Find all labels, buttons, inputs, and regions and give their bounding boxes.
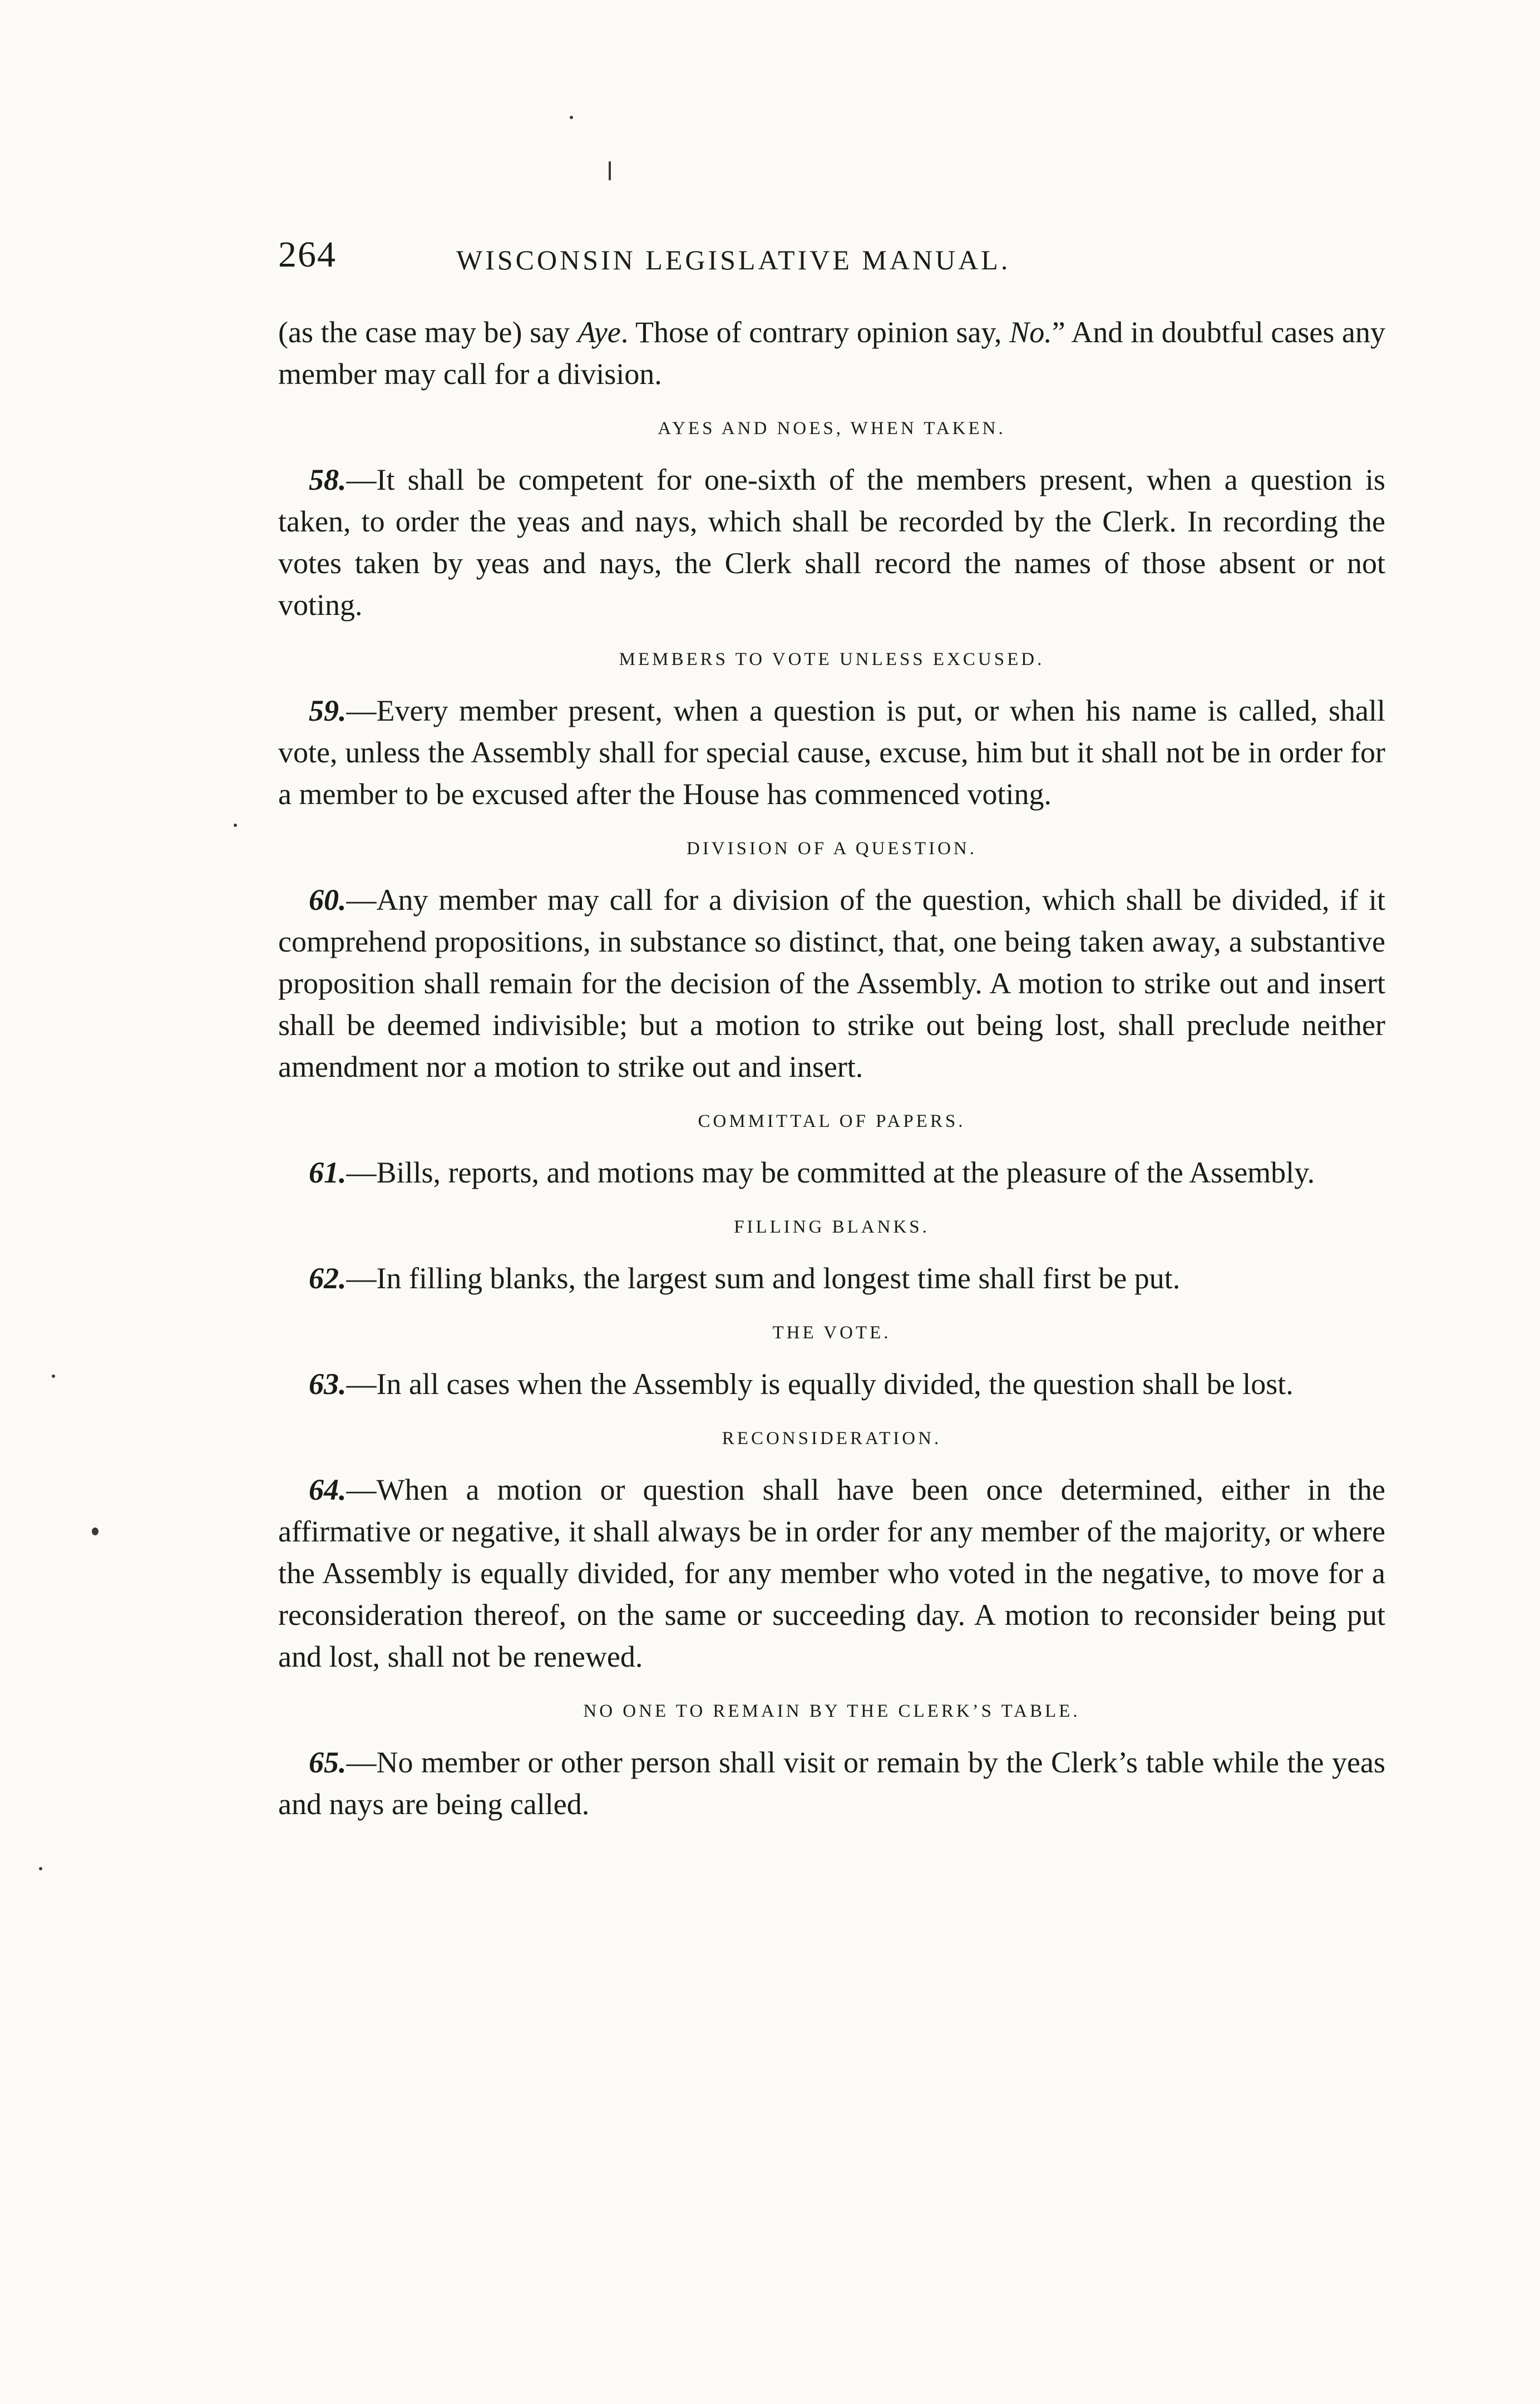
rule-paragraph	[278, 1363, 1385, 1405]
rule-paragraph	[278, 1258, 1385, 1299]
scan-speck	[39, 1867, 42, 1870]
section-heading: DIVISION OF A QUESTION.	[686, 839, 977, 859]
rule-text: —In all cases when the Assembly is equally divided, the question shall be lost.	[346, 1367, 1294, 1401]
rule-text: —Every member present, when a question is put, or when his name is called, shall vote, unless the Assembly shall for special cause, excuse, him but it shall not be in order for a member to be excused after the House has commenced voting.	[278, 694, 1385, 811]
rule-number: 64.	[309, 1473, 347, 1506]
rule-text: —Any member may call for a division of the question, which shall be divided, if it comprehend propositions, in substance so distinct, that, one being taken away, a substantive proposition shall remain for the decision of the Assembly. A motion to strike out and insert shall be deemed indivisible; but a motion to strike out being lost, shall preclude neither amendment nor a motion to strike out and insert.	[278, 883, 1385, 1083]
rule-number: 58.	[309, 463, 347, 496]
rule-paragraph	[278, 1742, 1385, 1825]
opening-paragraph	[278, 312, 1385, 395]
running-head	[278, 234, 1385, 295]
section-heading: AYES AND NOES, WHEN TAKEN.	[658, 418, 1006, 439]
opening-text-middle: . Those of contrary opinion say,	[620, 316, 1010, 349]
scan-speck	[234, 824, 237, 827]
scan-speck	[52, 1375, 55, 1378]
document-page	[278, 234, 1385, 1825]
rule-paragraph	[278, 1469, 1385, 1678]
rule-paragraph	[278, 690, 1385, 815]
rule-text: —No member or other person shall visit or remain by the Clerk’s table while the yeas and nays are being called.	[278, 1746, 1385, 1821]
opening-aye: Aye	[577, 316, 621, 349]
section-heading: NO ONE TO REMAIN BY THE CLERK’S TABLE.	[583, 1701, 1080, 1721]
rule-paragraph	[278, 879, 1385, 1088]
rule-number: 59.	[309, 694, 347, 727]
section-heading: THE VOTE.	[772, 1323, 891, 1343]
scan-speck	[92, 1528, 98, 1535]
rule-paragraph	[278, 1152, 1385, 1194]
opening-text-after: ” And in doubtful cases any member may call for a division.	[278, 316, 1385, 391]
rule-text: —When a motion or question shall have been once determined, either in the affirmative or negative, it shall always be in order for any member of the majority, or where the Assembly is equally divided, for any member who voted in the negative, to move for a reconsideration thereof, on the same or succeeding day. A motion to reconsider being put and lost, shall not be renewed.	[278, 1473, 1385, 1673]
section-heading: MEMBERS TO VOTE UNLESS EXCUSED.	[619, 649, 1045, 669]
rule-text: —In filling blanks, the largest sum and longest time shall first be put.	[346, 1262, 1181, 1295]
rule-paragraph	[278, 459, 1385, 626]
rule-text: —It shall be competent for one-sixth of the members present, when a question is taken, to order the yeas and nays, which shall be recorded by the Clerk. In recording the votes taken by yeas and nays, the Clerk shall record the names of those absent or not voting.	[278, 463, 1385, 622]
section-heading: FILLING BLANKS.	[734, 1217, 930, 1237]
rule-number: 60.	[309, 883, 347, 917]
rule-text: —Bills, reports, and motions may be committed at the pleasure of the Assembly.	[346, 1156, 1315, 1189]
rule-number: 65.	[309, 1746, 347, 1779]
rule-number: 63.	[309, 1367, 347, 1401]
section-heading: COMMITTAL OF PAPERS.	[698, 1111, 966, 1131]
scan-speck	[570, 116, 573, 119]
opening-no: No.	[1009, 316, 1052, 349]
scan-speck	[609, 161, 611, 180]
rule-number: 62.	[309, 1262, 347, 1295]
section-heading: RECONSIDERATION.	[722, 1428, 942, 1449]
running-title: WISCONSIN LEGISLATIVE MANUAL.	[456, 244, 1011, 275]
page-number: 264	[278, 234, 337, 275]
opening-text-before: (as the case may be) say	[278, 316, 578, 349]
rule-number: 61.	[309, 1156, 347, 1189]
